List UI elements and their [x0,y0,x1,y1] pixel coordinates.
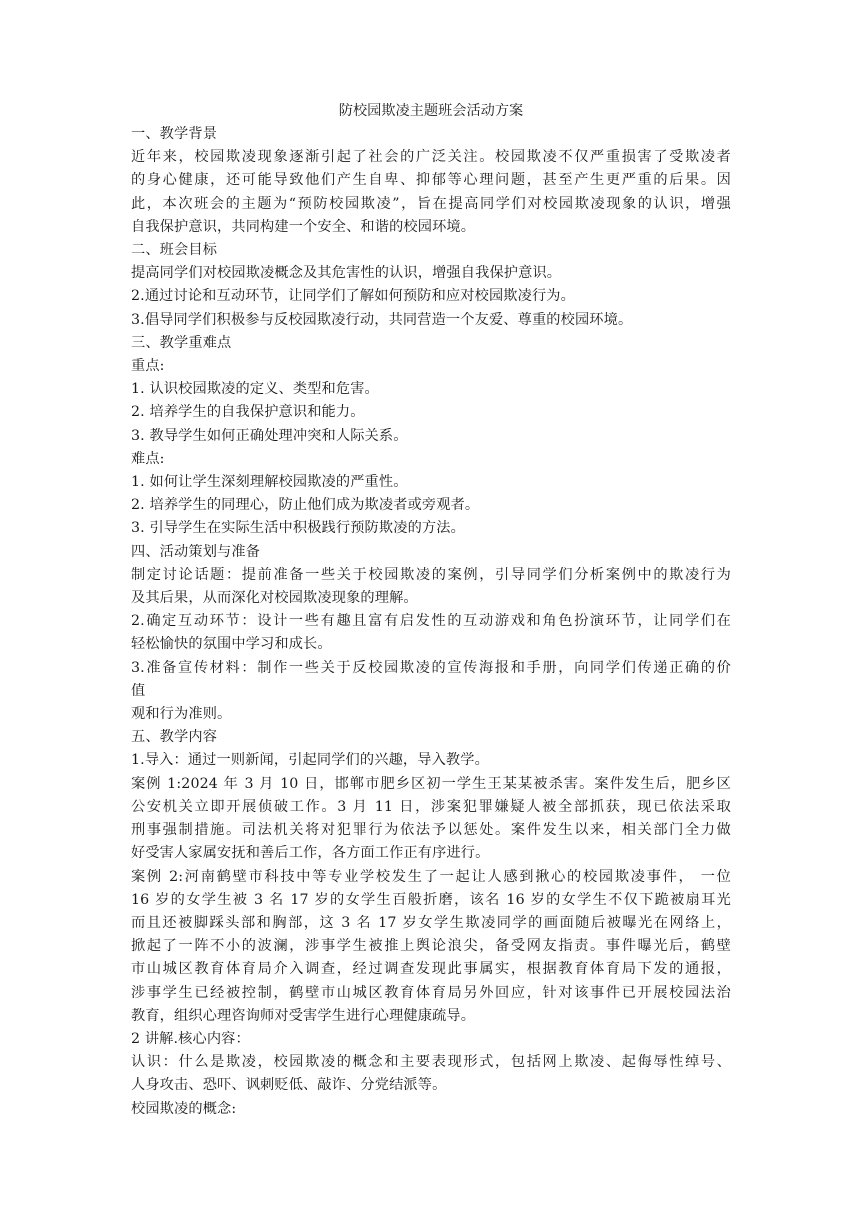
text-line: 案例 1:2024 年 3 月 10 日，邯郸市肥乡区初一学生王某某被杀害。案件发生后，肥乡区 [131,775,731,792]
text-line: 近年来，校园欺凌现象逐渐引起了社会的广泛关注。校园欺凌不仅严重损害了受欺凌者 [131,149,731,166]
text-line: 3. 引导学生在实际生活中积极践行预防欺凌的方法。 [131,520,465,537]
text-line: 制定讨论话题：提前准备一些关于校园欺凌的案例，引导同学们分析案例中的欺凌行为 [131,566,731,583]
text-line: 16 岁的女学生被 3 名 17 岁的女学生百般折磨，该名 16 岁的女学生不仅下跪被扇耳光 [131,891,731,908]
document-title: 防校园欺凌主题班会活动方案 [338,103,524,119]
text-line: 三、教学重难点 [131,334,232,351]
text-line: 认识：什么是欺凌，校园欺凌的概念和主要表现形式，包括网上欺凌、起侮辱性绰号、 [131,1054,731,1071]
text-line: 自我保护意识，共同构建一个安全、和谐的校园环境。 [131,218,476,235]
text-line: 提高同学们对校园欺凌概念及其危害性的认识，增强自我保护意识。 [131,265,562,282]
text-line: 涉事学生已经被控制，鹤壁市山城区教育体育局另外回应，针对该事件已开展校园法治 [131,984,731,1001]
text-line: 3.倡导同学们积极参与反校园欺凌行动，共同营造一个友爱、尊重的校园环境。 [131,311,633,328]
text-line: 1. 认识校园欺凌的定义、类型和危害。 [131,381,379,398]
text-line: 而且还被脚踩头部和胸部，这 3 名 17 岁女学生欺凌同学的画面随后被曝光在网络上， [131,914,731,931]
text-line: 此，本次班会的主题为“预防校园欺凌”，旨在提高同学们对校园欺凌现象的认识，增强 [131,195,731,212]
text-line: 掀起了一阵不小的波澜，涉事学生被推上舆论浪尖，备受网友指责。事件曝光后，鹤壁 [131,938,731,955]
text-line: 的身心健康，还可能导致他们产生自卑、抑郁等心理问题，甚至产生更严重的后果。因 [131,172,731,189]
text-line: 3.准备宣传材料：制作一些关于反校园欺凌的宣传海报和手册，向同学们传递正确的价 [131,659,731,676]
document-page [131,100,731,1121]
document-body [131,123,731,1121]
text-line: 校园欺凌的概念: [131,1100,237,1117]
text-line: 五、教学内容 [131,729,218,746]
text-line: 案例 2:河南鹤壁市科技中等专业学校发生了一起让人感到揪心的校园欺凌事件， 一位 [131,868,731,885]
text-line: 四、活动策划与准备 [131,543,261,560]
text-line: 重点: [131,358,165,375]
text-line: 轻松愉快的氛围中学习和成长。 [131,636,332,653]
text-line: 二、班会目标 [131,242,218,259]
text-line: 1. 如何让学生深刻理解校园欺凌的严重性。 [131,474,408,491]
text-line: 2. 培养学生的同理心，防止他们成为欺凌者或旁观者。 [131,497,480,514]
text-line: 刑事强制措施。司法机关将对犯罪行为依法予以惩处。案件发生以来，相关部门全力做 [131,822,731,839]
text-line: 2.通过讨论和互动环节，让同学们了解如何预防和应对校园欺凌行为。 [131,288,575,305]
text-line: 及其后果，从而深化对校园欺凌现象的理解。 [131,590,418,607]
text-line: 教育，组织心理咨询师对受害学生进行心理健康疏导。 [131,1007,476,1024]
text-line: 2.确定互动环节：设计一些有趣且富有启发性的互动游戏和角色扮演环节，让同学们在 [131,613,731,630]
text-line: 好受害人家属安抚和善后工作，各方面工作正有序进行。 [131,845,490,862]
text-line: 公安机关立即开展侦破工作。3 月 11 日，涉案犯罪嫌疑人被全部抓获，现已依法采取 [131,798,731,815]
text-line: 观和行为准则。 [131,706,232,723]
text-line: 一、教学背景 [131,126,218,142]
text-line: 2. 培养学生的自我保护意识和能力。 [131,404,365,421]
text-line: 难点: [131,450,165,467]
text-line: 2 讲解.核心内容： [131,1030,250,1047]
text-line: 值 [131,682,146,699]
text-line: 1.导入：通过一则新闻，引起同学们的兴趣，导入教学。 [131,752,489,769]
text-line: 市山城区教育体育局介入调查，经过调查发现此事属实，根据教育体育局下发的通报， [131,961,731,978]
text-line: 人身攻击、恐吓、讽刺贬低、敲诈、分党结派等。 [131,1077,447,1094]
text-line: 3. 教导学生如何正确处理冲突和人际关系。 [131,427,408,444]
